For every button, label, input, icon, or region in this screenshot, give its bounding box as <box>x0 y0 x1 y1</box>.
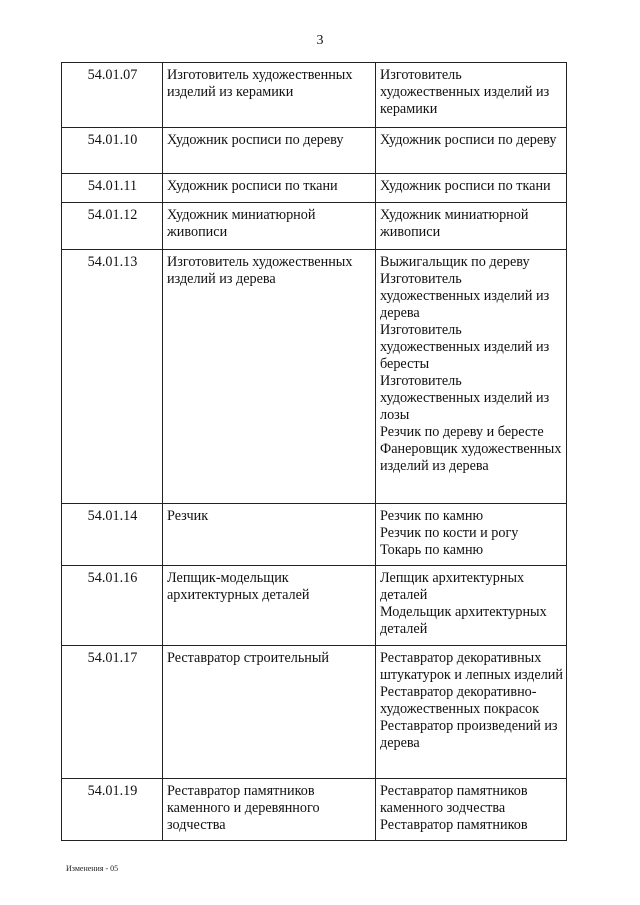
table-row <box>62 646 567 779</box>
profession-name: Художник миниатюрной живописи <box>163 203 376 250</box>
qualification-item: Реставратор произведений из дерева <box>380 718 558 751</box>
profession-code: 54.01.17 <box>62 646 163 779</box>
profession-code: 54.01.07 <box>62 63 163 128</box>
profession-name: Реставратор строительный <box>163 646 376 779</box>
table-body <box>62 63 567 841</box>
qualification-item: Модельщик архитектурных деталей <box>380 604 547 637</box>
profession-code: 54.01.10 <box>62 128 163 174</box>
qualifications-cell <box>376 174 567 203</box>
qualification-item: Художник росписи по ткани <box>380 178 551 194</box>
table-row <box>62 250 567 504</box>
profession-table <box>61 62 567 841</box>
qualification-item: Лепщик архитектурных деталей <box>380 570 525 603</box>
qualification-item: Реставратор памятников <box>380 817 528 833</box>
qualification-item: Изготовитель художественных изделий из бересты <box>380 322 550 372</box>
qualifications-cell <box>376 504 567 566</box>
qualification-item: Изготовитель художественных изделий из керамики <box>380 67 550 117</box>
profession-code: 54.01.12 <box>62 203 163 250</box>
qualification-item: Изготовитель художественных изделий из лозы <box>380 373 550 423</box>
qualification-item: Резчик по камню <box>380 508 484 524</box>
qualification-item: Резчик по кости и рогу <box>380 525 519 541</box>
profession-code: 54.01.11 <box>62 174 163 203</box>
qualification-item: Фанеровщик художественных изделий из дерева <box>380 441 562 474</box>
table-row <box>62 203 567 250</box>
profession-name: Художник росписи по ткани <box>163 174 376 203</box>
profession-name: Изготовитель художественных изделий из керамики <box>163 63 376 128</box>
qualifications-cell <box>376 250 567 504</box>
footer-revision: Изменения - 05 <box>66 864 119 873</box>
qualification-item: Художник миниатюрной живописи <box>380 207 529 240</box>
qualification-item: Изготовитель художественных изделий из дерева <box>380 271 550 321</box>
table-row <box>62 128 567 174</box>
qualification-item: Реставратор памятников каменного зодчества <box>380 783 528 816</box>
qualification-item: Реставратор декоративно-художественных покрасок <box>380 684 539 717</box>
table-row <box>62 63 567 128</box>
profession-name: Лепщик-модельщик архитектурных деталей <box>163 566 376 646</box>
profession-name: Резчик <box>163 504 376 566</box>
table-row <box>62 566 567 646</box>
table-row <box>62 504 567 566</box>
qualifications-cell <box>376 128 567 174</box>
profession-name: Изготовитель художественных изделий из дерева <box>163 250 376 504</box>
qualifications-cell <box>376 203 567 250</box>
profession-code: 54.01.19 <box>62 779 163 841</box>
qualification-item: Художник росписи по дереву <box>380 132 557 148</box>
qualifications-cell <box>376 63 567 128</box>
table-row <box>62 779 567 841</box>
page-number: 3 <box>316 33 324 48</box>
qualification-item: Токарь по камню <box>380 542 484 558</box>
qualification-item: Реставратор декоративных штукатурок и лепных изделий <box>380 650 563 683</box>
profession-code: 54.01.16 <box>62 566 163 646</box>
qualifications-cell <box>376 566 567 646</box>
qualification-item: Резчик по дереву и бересте <box>380 424 544 440</box>
qualifications-cell <box>376 646 567 779</box>
qualification-item: Выжигальщик по дереву <box>380 254 530 270</box>
qualifications-cell <box>376 779 567 841</box>
profession-name: Реставратор памятников каменного и деревянного зодчества <box>163 779 376 841</box>
profession-code: 54.01.13 <box>62 250 163 504</box>
profession-code: 54.01.14 <box>62 504 163 566</box>
table-row <box>62 174 567 203</box>
profession-name: Художник росписи по дереву <box>163 128 376 174</box>
